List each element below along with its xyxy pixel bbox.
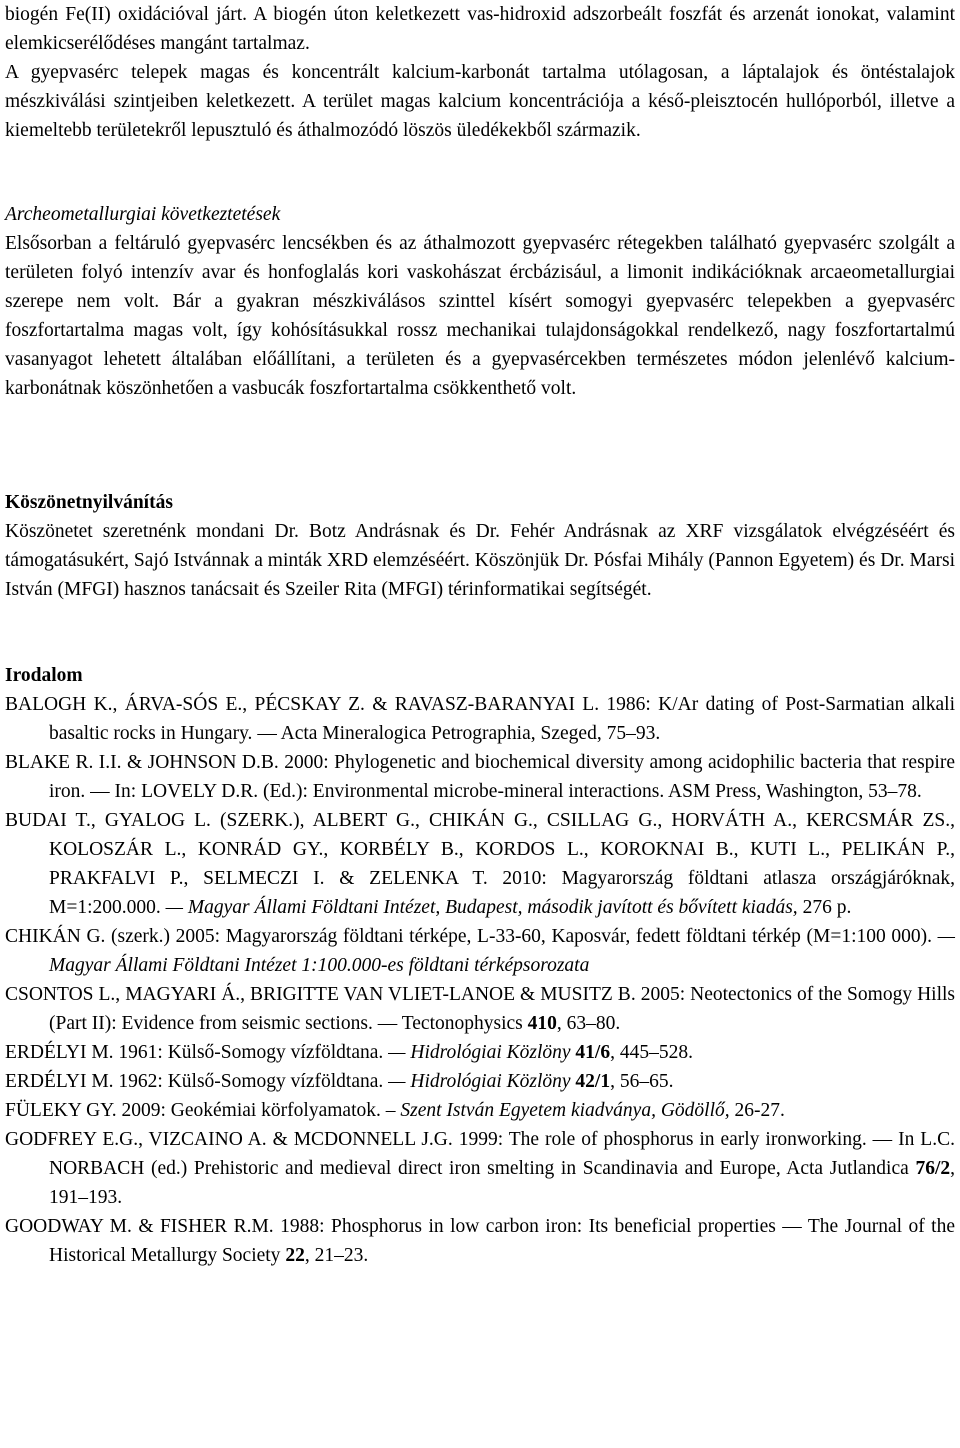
ref-journal: — Hidrológiai Közlöny	[388, 1071, 571, 1092]
ref-journal: — Tectonophysics	[377, 1013, 523, 1034]
ref-rest: , 21–23.	[304, 1245, 369, 1266]
ref-year-title: 1961: Külső-Somogy vízföldtana.	[113, 1042, 389, 1063]
ref-rest: , 56–65.	[610, 1071, 674, 1092]
ref-year-title: 2000: Phylogenetic and biochemical diversity among acidophilic bacteria that respire iron.	[49, 752, 955, 802]
reference-entry	[5, 922, 955, 980]
ref-rest: 53–78.	[863, 781, 922, 802]
ref-rest: , 445–528.	[610, 1042, 693, 1063]
ref-year-title: 2009: Geokémiai körfolyamatok.	[116, 1100, 386, 1121]
reference-entry	[5, 690, 955, 748]
reference-entry	[5, 1096, 955, 1125]
ref-journal: — Magyar Állami Földtani Intézet, Budapest, második javított és bővített kiadás,	[165, 897, 798, 918]
ref-volume: 76/2	[908, 1158, 951, 1179]
reference-entry	[5, 1125, 955, 1212]
ref-journal: — Acta Mineralogica Petrographia, Szeged,	[257, 723, 602, 744]
ref-year-title: 2010: Magyarország földtani atlasza országjáróknak, M=1:200.000.	[49, 868, 956, 918]
ref-volume: 41/6	[570, 1042, 611, 1063]
archeo-paragraph: Elsősorban a feltáruló gyepvasérc lencsékben és az áthalmozott gyepvasérc rétegekben található gyepvasérc szolgált a területen folyó intenzív avar és honfoglalás kori vaskohászat ércbázisául, a limonit indikációknak arcaeometallurgiai szerepe nem volt. Bár a gyakran mészkiválásos szinttel kísért somogyi gyepvasérc telepekben a gyepvasérc foszfortartalma magas volt, így kohósításukkal rossz mechanikai tulajdonságokkal rendelkező, nagy foszfortartalmú vasanyagot lehetett általában előállítani, a területen és a gyepvasércekben természetes módon jelenlévő kalcium-karbonátnak köszönhetően a vasbucák foszfortartalma csökkenthető volt.	[5, 233, 955, 399]
reference-entry	[5, 1212, 955, 1270]
ref-journal: — In L.C. NORBACH (ed.) Prehistoric and medieval direct iron smelting in Scandinavia and Europe, Acta Jutlandica	[49, 1129, 955, 1179]
ref-rest: 75–93.	[601, 723, 661, 744]
ref-authors: BUDAI T., GYALOG L. (SZERK.), ALBERT G., CHIKÁN G., CSILLAG G., HORVÁTH A., KERCSMÁR ZS., KOLOSZÁR L., KONRÁD GY., KORBÉLY B., KORDOS L., KOROKNAI B., KUTI L., PELIKÁN P., PRAKFALVI P., SELMECZI I. & ZELENKA T.	[5, 810, 955, 889]
ref-journal: — The Journal of the Historical Metallurgy Society	[49, 1216, 955, 1266]
intro-section	[5, 0, 955, 145]
intro-paragraph-1: biogén Fe(II) oxidációval járt. A biogén úton keletkezett vas-hidroxid adszorbeált foszfát és arzenát ionokat, valamint elemkicserélődéses mangánt tartalmaz.	[5, 4, 955, 54]
ref-year-title: 1986: K/Ar dating of Post-Sarmatian alkali basaltic rocks in Hungary.	[49, 694, 956, 744]
references-list	[5, 690, 955, 1270]
ref-year-title: 1999: The role of phosphorus in early ironworking.	[452, 1129, 873, 1150]
ref-rest: 276 p.	[797, 897, 852, 918]
ref-authors: CHIKÁN G. (szerk.)	[5, 926, 171, 947]
ref-rest: 1:100.000-es földtani térképsorozata	[296, 955, 590, 976]
acknowledgement-heading: Köszönetnyilvánítás	[5, 492, 173, 513]
ref-authors: BLAKE R. I.I. & JOHNSON D.B.	[5, 752, 279, 773]
ref-authors: FÜLEKY GY.	[5, 1100, 117, 1121]
references-heading: Irodalom	[5, 665, 83, 686]
ref-rest: , 191–193.	[49, 1158, 955, 1208]
archeo-section	[5, 200, 955, 403]
ref-authors: ERDÉLYI M.	[5, 1071, 114, 1092]
reference-entry	[5, 1067, 955, 1096]
ref-year-title: 1988: Phosphorus in low carbon iron: Its beneficial properties	[273, 1216, 783, 1237]
ref-year-title: 2005: Magyarország földtani térképe, L-33-60, Kaposvár, fedett földtani térkép (M=1:100 000).	[170, 926, 938, 947]
ref-year-title: 1962: Külső-Somogy vízföldtana.	[113, 1071, 389, 1092]
ref-volume: 22	[280, 1245, 305, 1266]
ref-journal: — Magyar Állami Földtani Intézet	[49, 926, 955, 976]
references-section	[5, 661, 955, 1270]
reference-entry	[5, 806, 955, 922]
ref-volume: 42/1	[570, 1071, 611, 1092]
ref-authors: GODFREY E.G., VIZCAINO A. & MCDONNELL J.G.	[5, 1129, 453, 1150]
acknowledgement-paragraph: Köszönetet szeretnénk mondani Dr. Botz Andrásnak és Dr. Fehér Andrásnak az XRF vizsgálatok elvégzéséért és támogatásukért, Sajó Istvánnak a minták XRD elemzéséért. Köszönjük Dr. Pósfai Mihály (Pannon Egyetem) és Dr. Marsi István (MFGI) hasznos tanácsait és Szeiler Rita (MFGI) térinformatikai segítségét.	[5, 521, 955, 600]
ref-authors: CSONTOS L., MAGYARI Á., BRIGITTE VAN VLIET-LANOE & MUSITZ B.	[5, 984, 636, 1005]
ref-journal: – Szent István Egyetem kiadványa, Gödöllő,	[385, 1100, 730, 1121]
ref-volume: 410	[522, 1013, 557, 1034]
ref-journal: — Hidrológiai Közlöny	[388, 1042, 571, 1063]
reference-entry	[5, 1038, 955, 1067]
ref-rest: , 63–80.	[556, 1013, 621, 1034]
ref-year-title: 2005: Neotectonics of the Somogy Hills (Part II): Evidence from seismic sections.	[49, 984, 956, 1034]
archeo-heading: Archeometallurgiai következtetések	[5, 204, 281, 225]
acknowledgement-section	[5, 488, 955, 604]
reference-entry	[5, 980, 955, 1038]
ref-authors: ERDÉLYI M.	[5, 1042, 114, 1063]
ref-authors: GOODWAY M. & FISHER R.M.	[5, 1216, 274, 1237]
reference-entry	[5, 748, 955, 806]
ref-authors: BALOGH K., ÁRVA-SÓS E., PÉCSKAY Z. & RAVASZ-BARANYAI L.	[5, 694, 600, 715]
intro-paragraph-2: A gyepvasérc telepek magas és koncentrált kalcium-karbonát tartalma utólagosan, a láptalajok és öntéstalajok mészkiválási szintjeiben keletkezett. A terület magas kalcium koncentrációja a késő-pleisztocén hullóporból, illetve a kiemeltebb területekről lepusztuló és áthalmozódó löszös üledékekből származik.	[5, 62, 955, 141]
ref-journal: — In: LOVELY D.R. (Ed.): Environmental microbe-mineral interactions. ASM Press, Washington,	[90, 781, 864, 802]
ref-rest: 26-27.	[729, 1100, 785, 1121]
